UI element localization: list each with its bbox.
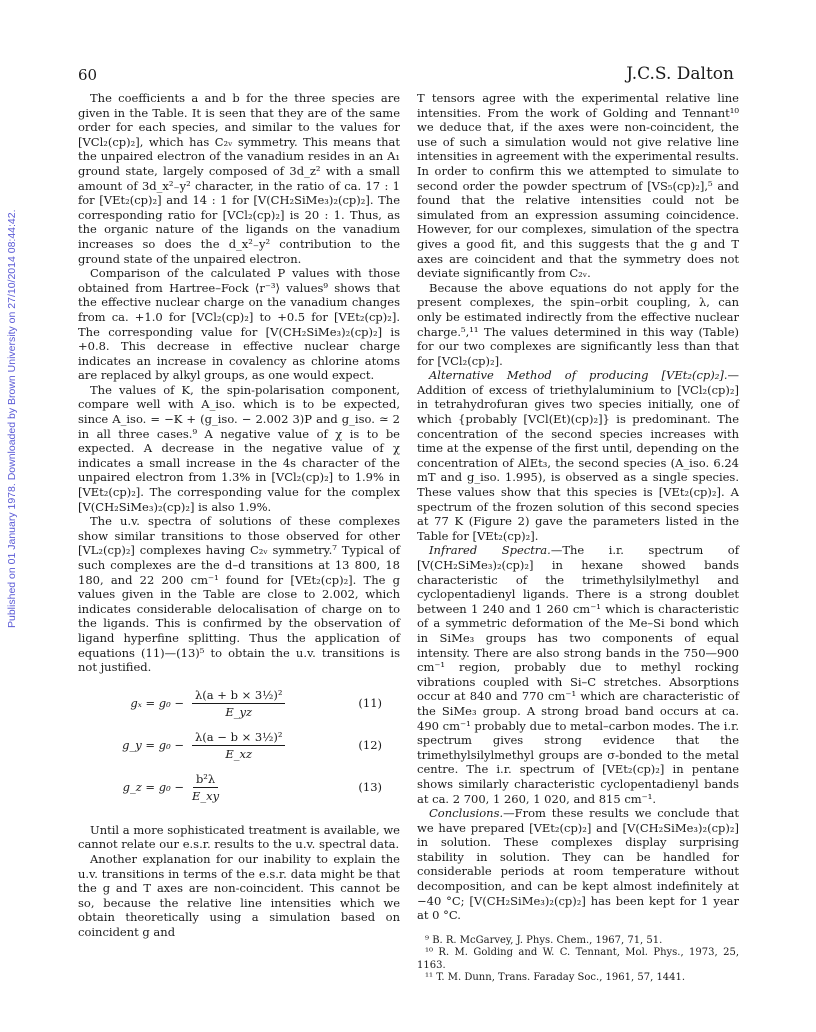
equation-13 — [78, 767, 400, 809]
section-heading: Alternative Method of producing [VEt₂(cp)₂]. — [429, 368, 728, 383]
equation-lhs: g_z = g₀ − — [122, 780, 184, 795]
page-number: 60 — [78, 66, 98, 84]
equation-lhs: gₓ = g₀ − — [130, 696, 184, 711]
equation-12 — [78, 725, 400, 767]
paragraph-body: —The i.r. spectrum of [V(CH₂SiMe₃)₂(cp)₂] in hexane showed bands characteristic of the trimethylsilylmethyl and cyclopentadienyl ligands. There is a strong doublet between 1 240 and 1 260 cm⁻¹ which is characteristic of a symmetric deformation of the Me–Si bond which in SiMe₃ groups has two components of equal intensity. There are also strong bands in the 750—900 cm⁻¹ region, probably due to methyl rocking vibrations coupled with Si–C stretches. Absorptions occur at 840 and 770 cm⁻¹ which are characteristic of the SiMe₃ group. A strong broad band occurs at ca. 490 cm⁻¹ probably due to metal–carbon modes. The i.r. spectrum gives strong evidence that the trimethylsilylmethyl groups are σ-bonded to the metal centre. The i.r. spectrum of [VEt₂(cp)₂] in pentane shows similarly characteristic cyclopentadienyl bands at ca. 2 700, 1 260, 1 020, and 815 cm⁻¹. — [417, 543, 739, 806]
equation-number: (12) — [358, 738, 382, 753]
paragraph: The values of K, the spin-polarisation component, compare well with A_iso. which is to be expected, since A_iso. = −K + (g_iso. − 2.002 3)P and g_iso. ≃ 2 in all three cases.⁹ A negative value of χ is to be expected. A decrease in the negative value of χ indicates a small increase in the 4s character of the unpaired electron from 1.3% in [VCl₂(cp)₂] to 1.9% in [VEt₂(cp)₂]. The corresponding value for the complex [V(CH₂SiMe₃)₂(cp)₂] is also 1.9%. — [78, 382, 400, 514]
reference-item: ¹¹ T. M. Dunn, Trans. Faraday Soc., 1961, 57, 1441. — [425, 972, 686, 984]
section-heading: Infrared Spectra. — [429, 543, 551, 558]
paragraph: The u.v. spectra of solutions of these complexes show similar transitions to those observed for other [VL₂(cp)₂] complexes having C₂ᵥ symmetry.⁷ Typical of such complexes are the d–d transitions at 13 800, 18 180, and 22 200 cm⁻¹ found for [VEt₂(cp)₂]. The g values given in the Table are close to 2.002, which indicates considerable delocalisation of charge on to the ligands. This is confirmed by the observation of ligand hyperfine splitting. Thus the application of equations (11)—(13)⁵ to obtain the u.v. transitions is not justified. — [78, 514, 400, 675]
reference-item: ⁹ B. R. McGarvey, J. Phys. Chem., 1967, 71, 51. — [425, 934, 663, 946]
equation-numerator: λ(a + b × 3½)² — [192, 688, 285, 705]
equation-fraction — [192, 730, 285, 762]
equation-denominator: E_yz — [225, 705, 253, 720]
equation-lhs: g_y = g₀ − — [122, 738, 184, 753]
section-heading: Conclusions. — [429, 806, 504, 821]
references — [417, 935, 739, 985]
equations-block — [78, 683, 400, 809]
equation-denominator: E_xz — [225, 747, 253, 762]
left-column — [78, 91, 400, 940]
download-notice-text: Published on 01 January 1978. Downloaded by Brown University on 27/10/2014 08:44:42. — [6, 209, 18, 628]
equation-fraction — [192, 688, 285, 720]
reference-item: ¹⁰ R. M. Golding and W. C. Tennant, Mol. Phys., 1973, 25, 1163. — [417, 947, 739, 971]
paragraph — [417, 368, 739, 543]
paragraph: Because the above equations do not apply for the present complexes, the spin–orbit coupling, λ, can only be estimated indirectly from the effective nuclear charge.⁵,¹¹ The values determined in this way (Table) for our two complexes are significantly less than that for [VCl₂(cp)₂]. — [417, 280, 739, 368]
paragraph-body: —From these results we conclude that we have prepared [VEt₂(cp)₂] and [V(CH₂SiMe₃)₂(cp)₂] in solution. These complexes display surprising stability in solution. They can be handled for considerable periods at room temperature without decomposition, and can be kept almost indefinitely at −40 °C; [V(CH₂SiMe₃)₂(cp)₂] has been kept for 1 year at 0 °C. — [417, 806, 739, 923]
paragraph: Comparison of the calculated P values with those obtained from Hartree–Fock ⟨r⁻³⟩ values⁹ shows that the effective nuclear charge on the vanadium changes from ca. +1.0 for [VCl₂(cp)₂] to +0.5 for [VEt₂(cp)₂]. The corresponding value for [V(CH₂SiMe₃)₂(cp)₂] is +0.8. This decrease in effective nuclear charge indicates an increase in covalency as chlorine atoms are replaced by alkyl groups, as one would expect. — [78, 266, 400, 383]
running-header-author: J.C.S. Dalton — [626, 64, 734, 84]
paragraph: T tensors agree with the experimental relative line intensities. From the work of Golding and Tennant¹⁰ we deduce that, if the axes were non-coincident, the use of such a simulation would not give relative line intensities in agreement with the experimental results. In order to confirm this we attempted to simulate to second order the powder spectrum of [VS₅(cp)₂],⁵ and found that the relative intensities could not be simulated from an expression assuming coincidence. However, for our complexes, simulation of the spectra gives a good fit, and this suggests that the g and T axes are coincident and that the symmetry does not deviate significantly from C₂ᵥ. — [417, 91, 739, 281]
equation-number: (11) — [358, 696, 382, 711]
paragraph — [417, 806, 739, 923]
equation-number: (13) — [358, 780, 382, 795]
paragraph: Another explanation for our inability to explain the u.v. transitions in terms of the e.s.r. data might be that the g and T axes are non-coincident. This cannot be so, because the relative line intensities which we obtain theoretically using a simulation based on coincident g and — [78, 851, 400, 939]
right-column — [417, 91, 739, 985]
equation-11 — [78, 683, 400, 725]
paragraph — [417, 543, 739, 806]
paragraph: Until a more sophisticated treatment is available, we cannot relate our e.s.r. results to the u.v. spectral data. — [78, 822, 400, 852]
paragraph: The coefficients a and b for the three species are given in the Table. It is seen that they are of the same order for each species, and similar to the values for [VCl₂(cp)₂], which has C₂ᵥ symmetry. This means that the unpaired electron of the vanadium resides in an A₁ ground state, largely composed of 3d_z² with a small amount of 3d_x²₋y² character, in the ratio of ca. 17 : 1 for [VEt₂(cp)₂] and 14 : 1 for [V(CH₂SiMe₃)₂(cp)₂]. The corresponding ratio for [VCl₂(cp)₂] is 20 : 1. Thus, as the organic nature of the ligands on the vanadium increases so does the d_x²₋y² contribution to the ground state of the unpaired electron. — [78, 91, 400, 266]
equation-denominator: E_xy — [192, 789, 220, 804]
equation-numerator: λ(a − b × 3½)² — [192, 730, 285, 747]
equation-fraction — [192, 772, 219, 804]
equation-numerator: b²λ — [193, 772, 218, 789]
paragraph-body: —Addition of excess of triethylaluminium to [VCl₂(cp)₂] in tetrahydrofuran gives two species initially, one of which {probably [VCl(Et)(cp)₂]} is predominant. The concentration of the second species increases with time at the expense of the first until, depending on the concentration of AlEt₃, the second species (A_iso. 6.24 mT and g_iso. 1.995), is observed as a single species. These values show that this species is [VEt₂(cp)₂]. A spectrum of the frozen solution of this second species at 77 K (Figure 2) gave the parameters listed in the Table for [VEt₂(cp)₂]. — [417, 368, 739, 543]
